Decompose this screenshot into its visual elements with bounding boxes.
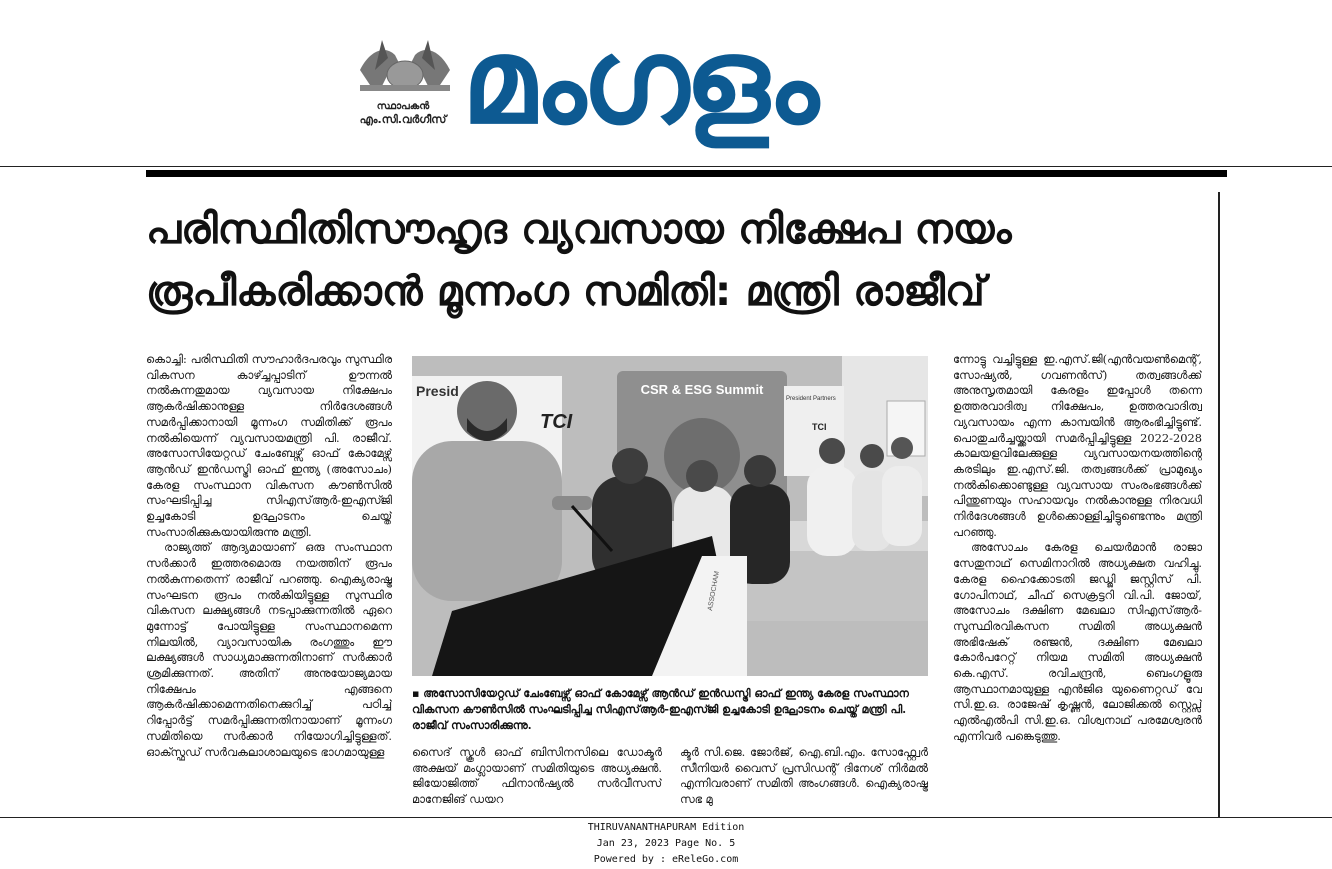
founder-title: സ്ഥാപകൻ [376,101,430,112]
powered-by-label: Powered by : eReleGo.com [593,854,739,865]
paragraph: അസോചം കേരള ചെയർമാൻ രാജാ സേതുനാഥ് സെമിനാറിൽ അധ്യക്ഷത വഹിച്ചു. കേരള ഹൈക്കോടതി ജഡ്ജി ജസ്റ്റിസ് പി. ഗോപിനാഥ്, ചീഫ് സെക്രട്ടറി വി.പി. ജോയ്, അസോചം ദക്ഷിണ മേഖലാ സിഎസ്ആർ-സുസ്ഥിരവികസന സമിതി അധ്യക്ഷൻ അഭിഷേക് രഞ്ജൻ, ദക്ഷിണ മേഖലാ കോർപറേറ്റ് നിയമ സമിതി അധ്യക്ഷൻ കെ.എസ്. രവിചന്ദ്രൻ, ബെംഗളൂരു ആസ്ഥാനമായുള്ള എൻജിഒ യുണൈറ്റഡ് വേ സി.ഇ.ഒ. രാജേഷ് കൃഷ്ണൻ, ലോജിക്കൽ സ്റ്റെപ്സ് എൽഎൽപി സി.ഇ.ഒ. വിശ്വനാഥ് പരമേശ്വരൻ എന്നിവർ പങ്കെടുത്തു. [953,540,1202,743]
article-column-1 [146,352,392,814]
board-logo: TCI [540,411,573,433]
footer-divider [0,817,1332,818]
founder-credit [348,100,458,126]
partner-logo: TCI [812,422,827,432]
paragraph: സൈദ് സ്കൂൾ ഓഫ് ബിസിനസിലെ ഡോക്ടർ അക്ഷയ് മംഗ്ലായാണ് സമിതിയുടെ അധ്യക്ഷൻ. ജിയോജിത്ത് ഫിനാൻഷ്യൽ സർവീസസ് മാനേജിങ് ഡയറ [412,745,662,807]
headline-line-1: പരിസ്ഥിതിസൗഹൃദ വ്യവസായ നിക്ഷേപ നയം [146,205,1012,253]
paragraph: രാജ്യത്ത് ആദ്യമായാണ് ഒരു സംസ്ഥാന സർക്കാർ ഇത്തരമൊരു നയത്തിന് രൂപം നൽകുന്നതെന്ന് രാജീവ് പറഞ്ഞു. ഐക്യരാഷ്ട്ര സംഘടന രൂപം നൽകിയിട്ടുള്ള സുസ്ഥിര വികസന ലക്ഷ്യങ്ങൾ നടപ്പാക്കുന്നതിൽ ഏറെ മുന്നോട്ട് പോയിട്ടുള്ള സംസ്ഥാനമെന്ന നിലയിൽ, വ്യാവസായിക രംഗത്തും ഈ ലക്ഷ്യങ്ങൾ സാധ്യമാക്കുന്നതിനാണ് സർക്കാർ ശ്രമിക്കുന്നത്. അതിന് അനുയോജ്യമായ നിക്ഷേപം എങ്ങനെ ആകർഷിക്കാമെന്നതിനെക്കുറിച്ച് പഠിച്ച് റിപ്പോർട്ട് സമർപ്പിക്കുന്നതിനായാണ് മൂന്നംഗ സമിതിയെ സർക്കാർ നിയോഗിച്ചിട്ടുള്ളത്. ഓക്സ്ഫഡ് സർവകലാശാലയുടെ ഭാഗമായുള്ള [146,540,392,759]
event-photo-image [412,356,928,676]
page-footer [0,820,1332,868]
article-column-2 [412,745,662,815]
paragraph: ന്നോട്ടു വച്ചിട്ടുള്ള ഇ.എസ്.ജി(എൻവയൺമെന്റ്, സോഷ്യൽ, ഗവണൻസ്) തത്വങ്ങൾക്ക് അനുസൃതമായി കേരളം ഇപ്പോൾ തന്നെ ഉത്തരവാദിത്വ നിക്ഷേപം, ഉത്തരവാദിത്വ വ്യവസായം എന്ന കാമ്പയിൻ ആരംഭിച്ചിട്ടുണ്ട്. പൊതുചർച്ചയ്ക്കായി സമർപ്പിച്ചിട്ടുള്ള 2022-2028 കാലയളവിലേക്കുള്ള വ്യവസായനയത്തിന്റെ കരടിലും ഇ.എസ്.ജി. തത്വങ്ങൾക്ക് പ്രാമുഖ്യം നൽകിക്കൊണ്ടുള്ള വ്യവസായ സംരംഭങ്ങൾക്ക് പിന്തുണയും സഹായവും നൽകാനുള്ള നിരവധി നിർദേശങ്ങൾ ഉൾക്കൊള്ളിച്ചിട്ടുണ്ടെന്നും മന്ത്രി പറഞ്ഞു. [953,352,1202,539]
paragraph: കൊച്ചി: പരിസ്ഥിതി സൗഹാർദപരവും സുസ്ഥിര വികസന കാഴ്ച്ചപ്പാടിന് ഊന്നൽ നൽകുന്നതുമായ വ്യവസായ നിക്ഷേപം ആകർഷിക്കാനുള്ള നിർദേശങ്ങൾ സമർപ്പിക്കാനായി മൂന്നംഗ സമിതിക്ക് രൂപം നൽകിയെന്ന് വ്യവസായമന്ത്രി പി. രാജീവ്. അസോസിയേറ്റഡ് ചേംബേഴ്സ് ഓഫ് കോമേഴ്സ് ആൻഡ് ഇൻഡസ്ട്രി ഓഫ് ഇന്ത്യ (അസോചം) കേരള സംസ്ഥാന വികസന കൗൺസിൽ സംഘടിപ്പിച്ച സിഎസ്ആർ-ഇഎസ്ജി ഉച്ചകോടി ഉദ്ഘാടനം ചെയ്ത് സംസാരിക്കുകയായിരുന്നു മന്ത്രി. [146,352,392,539]
date-page-label: Jan 23, 2023 Page No. 5 [596,838,736,849]
photo-caption: ▪ അസോസിയേറ്റഡ് ചേംബേഴ്സ് ഓഫ് കോമേഴ്സ് ആൻഡ് ഇൻഡസ്ട്രി ഓഫ് ഇന്ത്യ കേരള സംസ്ഥാന വികസന കൗൺസിൽ സംഘടിപ്പിച്ച സിഎസ്ആർ-ഇഎസ്ജി ഉച്ചകോടി ഉദ്ഘാടനം ചെയ്ത് മന്ത്രി പി. രാജീവ് സംസാരിക്കുന്നു. [412,687,909,732]
newspaper-brand: മംഗളം [462,12,815,150]
headline-line-2: രൂപീകരിക്കാൻ മൂന്നംഗ സമിതി: മന്ത്രി രാജീവ് [146,267,985,315]
podium-logo: ASSOCHAM [707,570,721,612]
summit-banner: CSR & ESG Summit [640,382,764,397]
event-photo [412,356,928,676]
paragraph: ക്ടർ സി.ജെ. ജോർജ്, ഐ.ബി.എം. സോഫ്റ്റ്വേർ സീനിയർ വൈസ് പ്രസിഡന്റ് ദിനേശ് നിർമൽ എന്നിവരാണ് സമിതി അംഗങ്ങൾ. ഐക്യരാഷ്ട്ര സഭ മു [680,745,928,807]
masthead-divider [0,166,1332,167]
founder-name: എം.സി.വർഗീസ് [359,113,447,126]
headline-bar [146,170,1227,177]
column-border [1218,192,1220,818]
partner-board-title: President Partners [786,396,836,402]
article-column-4 [953,352,1202,814]
article-headline [146,198,1206,322]
article-column-3 [680,745,928,815]
edition-label: THIRUVANANTHAPURAM Edition [587,822,745,833]
masthead [0,0,1332,160]
board-text: Presid [416,383,459,399]
